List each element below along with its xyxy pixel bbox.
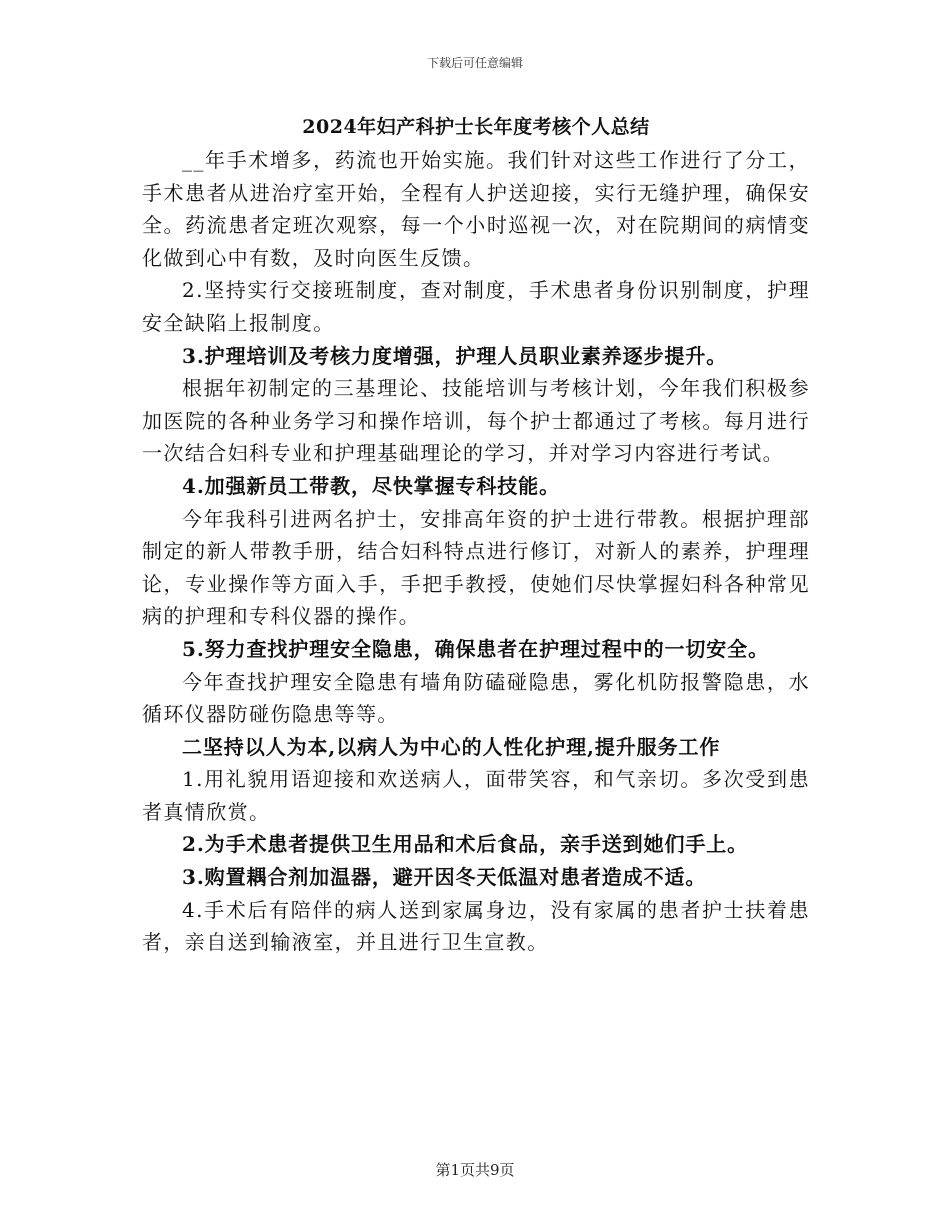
heading-9: 二坚持以人为本,以病人为中心的人性化护理,提升服务工作 [182,734,721,759]
paragraph-8: 今年查找护理安全隐患有墙角防磕碰隐患，雾化机防报警隐患，水循环仪器防碰伤隐患等等。 [142,669,810,727]
paragraph-13: 4.手术后有陪伴的病人送到家属身边，没有家属的患者护士扶着患者，亲自送到输液室，并且进行卫生宣教。 [142,897,810,955]
heading-7: 5.努力查找护理安全隐患，确保患者在护理过程中的一切安全。 [182,636,769,661]
heading-11: 2.为手术患者提供卫生用品和术后食品，亲手送到她们手上。 [182,832,749,857]
paragraph-4: 根据年初制定的三基理论、技能培训与考核计划，今年我们积极参加医院的各种业务学习和操作培训，每个护士都通过了考核。每月进行一次结合妇科专业和护理基础理论的学习，并对学习内容进行考试。 [142,376,810,466]
heading-5: 4.加强新员工带教，尽快掌握专科技能。 [182,473,560,498]
paragraph-10: 1.用礼貌用语迎接和欢送病人，面带笑容，和气亲切。多次受到患者真情欣赏。 [142,767,810,824]
paragraph-1: __年手术增多，药流也开始实施。我们针对这些工作进行了分工，手术患者从进治疗室开始，全程有人护送迎接，实行无缝护理，确保安全。药流患者定班次观察，每一个小时巡视一次，对在院期间的病情变化做到心中有数，及时向医生反馈。 [142,148,810,270]
paragraph-2: 2.坚持实行交接班制度，查对制度，手术患者身份识别制度，护理安全缺陷上报制度。 [142,278,810,335]
document-title: 2024年妇产科护士长年度考核个人总结 [302,116,650,138]
document-body [142,112,810,959]
heading-3: 3.护理培训及考核力度增强，护理人员职业素养逐步提升。 [182,343,728,368]
paragraph-6: 今年我科引进两名护士，安排高年资的护士进行带教。根据护理部制定的新人带教手册，结合妇科特点进行修订，对新人的素养，护理理论，专业操作等方面入手，手把手教授，使她们尽快掌握妇科各种常见病的护理和专科仪器的操作。 [142,506,810,629]
header-note: 下载后可任意编辑 [426,56,523,70]
page-footer: 第1页共9页 [435,1161,515,1179]
heading-12: 3.购置耦合剂加温器，避开因冬天低温对患者造成不适。 [182,865,707,890]
